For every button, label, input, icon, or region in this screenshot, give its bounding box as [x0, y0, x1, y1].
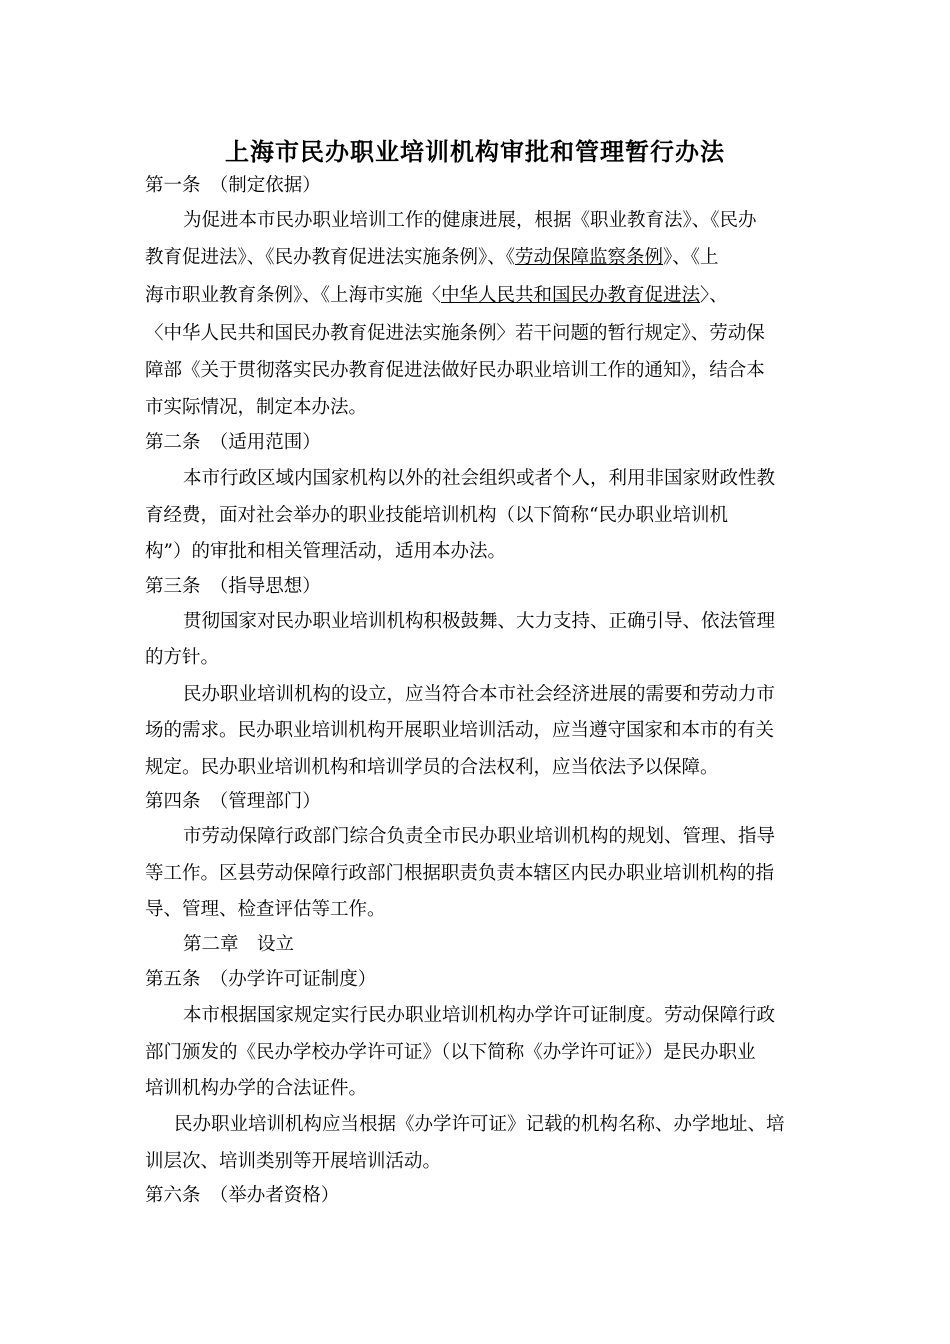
article-1-line-2: [145, 245, 719, 271]
article-3-line-1: 贯彻国家对民办职业培训机构积极鼓舞、大力支持、正确引导、依法管理: [183, 611, 776, 632]
article-3-line-5: 规定。民办职业培训机构和培训学员的合法权利，应当依法予以保障。: [145, 757, 719, 778]
article-3-line-2: 的方针。: [145, 647, 220, 668]
article-1-line-3-tail: 〉、: [700, 285, 728, 306]
article-6-heading: 第六条 （举办者资格）: [145, 1185, 340, 1206]
article-1-line-3-text: 海市职业教育条例》、《上海市实施〈: [145, 285, 442, 306]
article-4-line-2: 等工作。区县劳动保障行政部门根据职责负责本辖区内民办职业培训机构的指: [145, 863, 775, 884]
article-5-line-3: 培训机构办学的合法证件。: [145, 1078, 368, 1099]
article-1-line-4: 〈中华人民共和国民办教育促进法实施条例〉若干问题的暂行规定》、劳动保: [145, 323, 765, 344]
article-2-heading: 第二条 （适用范围）: [145, 432, 321, 453]
private-education-law-link[interactable]: 中华人民共和国民办教育促进法: [441, 285, 701, 306]
labor-inspection-regulation-link[interactable]: 劳动保障监察条例: [515, 247, 664, 268]
article-4-line-3: 导、管理、检查评估等工作。: [145, 899, 386, 920]
document-title: 上海市民办职业培训机构审批和管理暂行办法: [225, 137, 725, 166]
article-1-line-2-tail: 》、《上: [663, 247, 719, 268]
article-5-line-1: 本市根据国家规定实行民办职业培训机构办学许可证制度。劳动保障行政: [183, 1005, 776, 1026]
article-4-heading: 第四条 （管理部门）: [145, 791, 321, 812]
article-2-line-1: 本市行政区域内国家机构以外的社会组织或者个人，利用非国家财政性教: [183, 468, 776, 489]
article-2-line-2: 育经费，面对社会举办的职业技能培训机构（以下简称“民办职业培训机: [145, 505, 728, 526]
article-3-line-3: 民办职业培训机构的设立，应当符合本市社会经济进展的需要和劳动力市: [183, 684, 776, 705]
article-1-line-6: 市实际情况，制定本办法。: [145, 397, 368, 418]
article-1-heading: 第一条 （制定依据）: [145, 175, 321, 196]
article-1-line-5: 障部《关于贯彻落实民办教育促进法做好民办职业培训工作的通知》，结合本: [145, 360, 765, 381]
article-5-heading: 第五条 （办学许可证制度）: [145, 969, 377, 990]
article-5-line-5: 训层次、培训类别等开展培训活动。: [145, 1151, 442, 1172]
article-3-heading: 第三条 （指导思想）: [145, 576, 321, 597]
chapter-2-heading: 第二章 设立: [183, 934, 295, 955]
article-2-line-3: 构”）的审批和相关管理活动，适用本办法。: [145, 541, 506, 562]
article-5-line-2: 部门颁发的《民办学校办学许可证》（以下简称《办学许可证》）是民办职业: [145, 1042, 756, 1063]
article-1-line-1: 为促进本市民办职业培训工作的健康进展，根据《职业教育法》、《民办: [183, 210, 757, 231]
article-3-line-4: 场的需求。民办职业培训机构开展职业培训活动，应当遵守国家和本市的有关: [145, 720, 775, 741]
article-4-line-1: 市劳动保障行政部门综合负责全市民办职业培训机构的规划、管理、指导: [183, 826, 776, 847]
article-1-line-3: [145, 283, 728, 309]
article-5-line-4: 民办职业培训机构应当根据《办学许可证》记载的机构名称、办学地址、培: [174, 1114, 785, 1135]
article-1-line-2-text: 教育促进法》、《民办教育促进法实施条例》、《: [145, 247, 516, 268]
